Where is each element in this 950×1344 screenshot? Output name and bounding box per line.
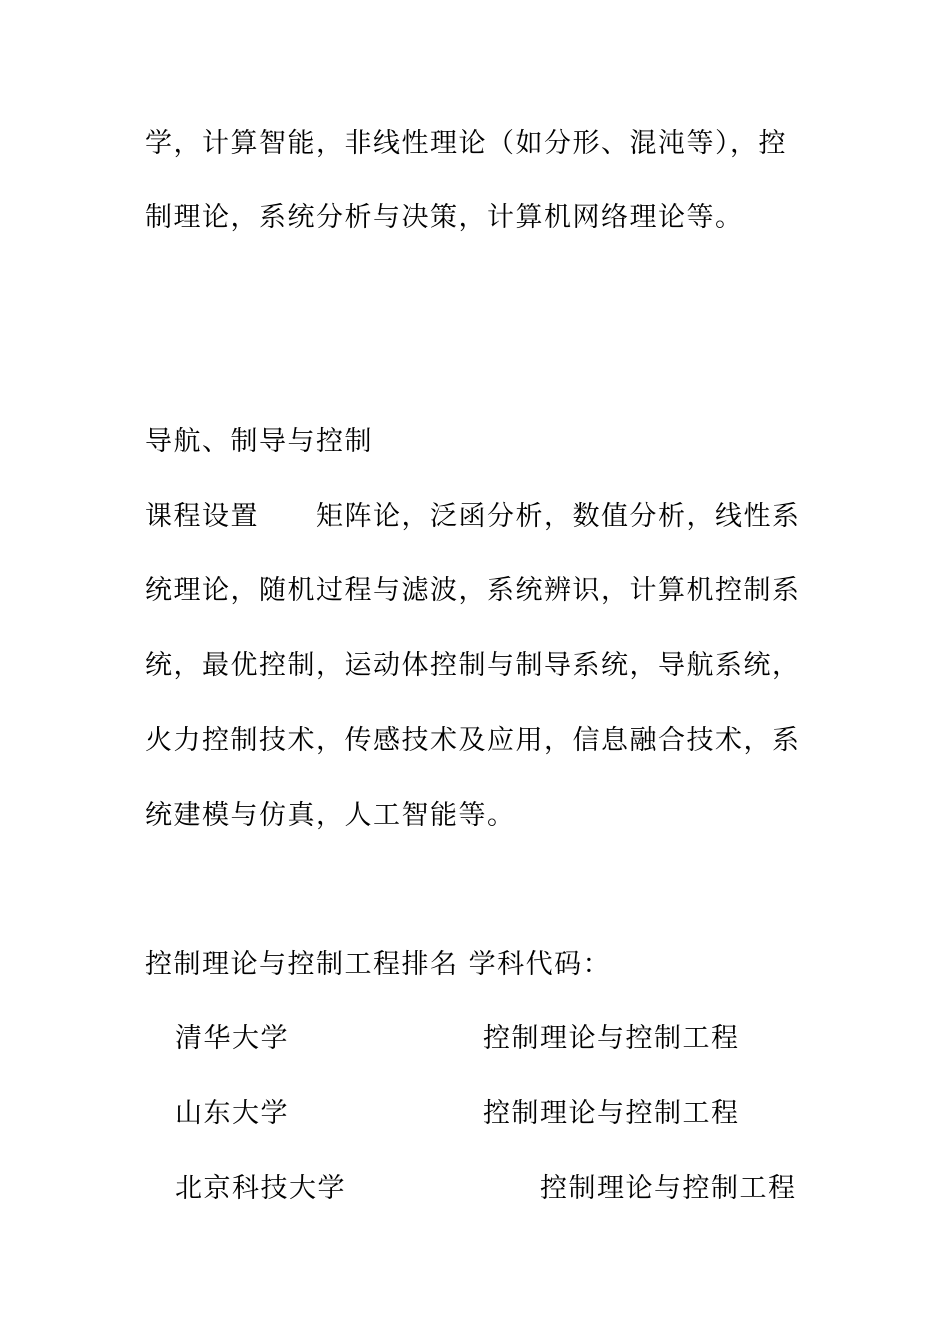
paragraph-line: 矩阵论，泛函分析，数值分析，线性系 bbox=[316, 501, 801, 532]
paragraph-line: 火力控制技术，传感技术及应用，信息融合技术，系 bbox=[145, 725, 801, 756]
paragraph-line: 学，计算智能，非线性理论（如分形、混沌等），控 bbox=[145, 128, 787, 159]
school-name: 北京科技大学 bbox=[175, 1173, 346, 1204]
paragraph-line: 统建模与仿真，人工智能等。 bbox=[145, 800, 516, 831]
paragraph-line: 制理论，系统分析与决策，计算机网络理论等。 bbox=[145, 202, 744, 233]
course-label: 课程设置 bbox=[145, 501, 259, 532]
major-name: 控制理论与控制工程 bbox=[483, 1023, 740, 1054]
paragraph-line: 统，最优控制，运动体控制与制导系统，导航系统， bbox=[145, 650, 801, 681]
major-name: 控制理论与控制工程 bbox=[483, 1098, 740, 1129]
section-heading: 导航、制导与控制 bbox=[145, 426, 373, 457]
school-name: 山东大学 bbox=[175, 1098, 289, 1129]
school-name: 清华大学 bbox=[175, 1023, 289, 1054]
major-name: 控制理论与控制工程 bbox=[540, 1173, 797, 1204]
ranking-heading: 控制理论与控制工程排名 学科代码： bbox=[145, 949, 612, 980]
paragraph-line: 统理论，随机过程与滤波，系统辨识，计算机控制系 bbox=[145, 575, 801, 606]
